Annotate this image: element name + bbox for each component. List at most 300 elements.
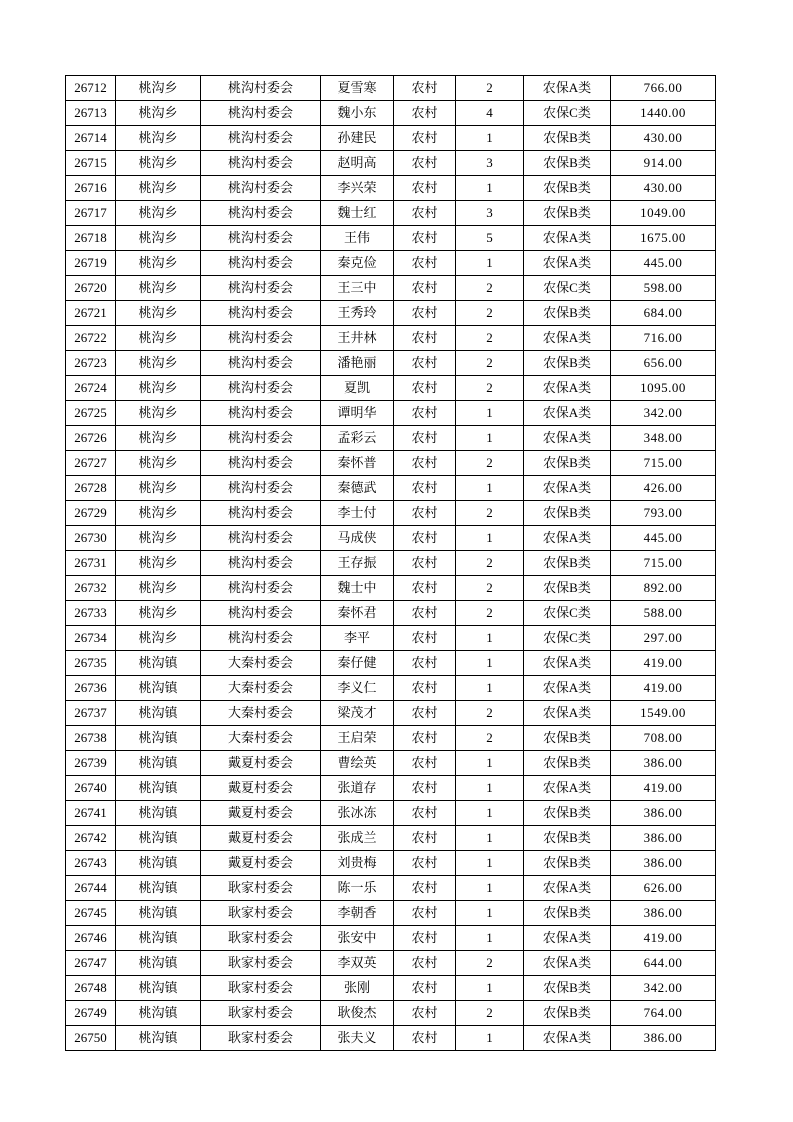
cell-insurance-category: 农保B类 — [524, 751, 611, 776]
cell-record-id: 26716 — [66, 176, 116, 201]
cell-insurance-category: 农保B类 — [524, 1001, 611, 1026]
cell-person-name: 李士付 — [321, 501, 394, 526]
cell-township: 桃沟镇 — [116, 876, 201, 901]
cell-insurance-category: 农保B类 — [524, 501, 611, 526]
cell-insurance-category: 农保A类 — [524, 701, 611, 726]
cell-township: 桃沟乡 — [116, 351, 201, 376]
cell-township: 桃沟镇 — [116, 726, 201, 751]
cell-record-id: 26730 — [66, 526, 116, 551]
cell-record-id: 26733 — [66, 601, 116, 626]
cell-person-name: 刘贵梅 — [321, 851, 394, 876]
cell-village: 桃沟村委会 — [201, 426, 321, 451]
table-row — [66, 626, 716, 651]
cell-person-name: 张刚 — [321, 976, 394, 1001]
cell-township: 桃沟乡 — [116, 126, 201, 151]
cell-amount: 348.00 — [611, 426, 716, 451]
cell-person-name: 李平 — [321, 626, 394, 651]
cell-person-name: 王伟 — [321, 226, 394, 251]
cell-residence-type: 农村 — [394, 776, 456, 801]
cell-township: 桃沟乡 — [116, 276, 201, 301]
cell-insurance-category: 农保B类 — [524, 451, 611, 476]
cell-township: 桃沟镇 — [116, 701, 201, 726]
cell-residence-type: 农村 — [394, 976, 456, 1001]
cell-person-count: 1 — [456, 901, 524, 926]
cell-village: 桃沟村委会 — [201, 126, 321, 151]
cell-township: 桃沟乡 — [116, 151, 201, 176]
cell-residence-type: 农村 — [394, 1001, 456, 1026]
cell-person-name: 夏雪寒 — [321, 76, 394, 101]
cell-village: 桃沟村委会 — [201, 376, 321, 401]
cell-insurance-category: 农保B类 — [524, 901, 611, 926]
cell-township: 桃沟镇 — [116, 776, 201, 801]
table-row — [66, 726, 716, 751]
table-row — [66, 951, 716, 976]
cell-person-name: 孟彩云 — [321, 426, 394, 451]
cell-insurance-category: 农保A类 — [524, 76, 611, 101]
cell-amount: 1095.00 — [611, 376, 716, 401]
cell-person-count: 2 — [456, 601, 524, 626]
cell-township: 桃沟镇 — [116, 901, 201, 926]
table-row — [66, 376, 716, 401]
cell-township: 桃沟镇 — [116, 926, 201, 951]
cell-village: 桃沟村委会 — [201, 551, 321, 576]
cell-record-id: 26727 — [66, 451, 116, 476]
cell-person-name: 赵明高 — [321, 151, 394, 176]
cell-residence-type: 农村 — [394, 451, 456, 476]
cell-record-id: 26736 — [66, 676, 116, 701]
cell-record-id: 26717 — [66, 201, 116, 226]
cell-village: 桃沟村委会 — [201, 201, 321, 226]
cell-township: 桃沟乡 — [116, 551, 201, 576]
cell-person-name: 潘艳丽 — [321, 351, 394, 376]
cell-township: 桃沟乡 — [116, 601, 201, 626]
cell-person-name: 秦仔健 — [321, 651, 394, 676]
cell-person-name: 王三中 — [321, 276, 394, 301]
cell-township: 桃沟乡 — [116, 576, 201, 601]
cell-village: 耿家村委会 — [201, 951, 321, 976]
cell-insurance-category: 农保B类 — [524, 301, 611, 326]
cell-record-id: 26726 — [66, 426, 116, 451]
cell-residence-type: 农村 — [394, 876, 456, 901]
cell-person-count: 1 — [456, 476, 524, 501]
cell-person-name: 秦怀普 — [321, 451, 394, 476]
cell-person-count: 1 — [456, 126, 524, 151]
cell-amount: 297.00 — [611, 626, 716, 651]
cell-insurance-category: 农保B类 — [524, 576, 611, 601]
cell-residence-type: 农村 — [394, 551, 456, 576]
cell-township: 桃沟乡 — [116, 226, 201, 251]
table-row — [66, 851, 716, 876]
cell-person-name: 张成兰 — [321, 826, 394, 851]
cell-person-count: 2 — [456, 701, 524, 726]
cell-amount: 430.00 — [611, 176, 716, 201]
cell-village: 桃沟村委会 — [201, 601, 321, 626]
cell-person-count: 3 — [456, 201, 524, 226]
cell-insurance-category: 农保A类 — [524, 876, 611, 901]
cell-village: 桃沟村委会 — [201, 301, 321, 326]
cell-residence-type: 农村 — [394, 101, 456, 126]
cell-amount: 764.00 — [611, 1001, 716, 1026]
cell-record-id: 26718 — [66, 226, 116, 251]
cell-residence-type: 农村 — [394, 926, 456, 951]
cell-village: 大秦村委会 — [201, 651, 321, 676]
cell-insurance-category: 农保B类 — [524, 201, 611, 226]
table-row — [66, 776, 716, 801]
table-row — [66, 476, 716, 501]
cell-residence-type: 农村 — [394, 226, 456, 251]
cell-village: 耿家村委会 — [201, 1001, 321, 1026]
cell-amount: 644.00 — [611, 951, 716, 976]
cell-record-id: 26739 — [66, 751, 116, 776]
cell-insurance-category: 农保A类 — [524, 326, 611, 351]
cell-record-id: 26714 — [66, 126, 116, 151]
cell-village: 桃沟村委会 — [201, 176, 321, 201]
cell-record-id: 26719 — [66, 251, 116, 276]
cell-amount: 1549.00 — [611, 701, 716, 726]
table-row — [66, 426, 716, 451]
cell-insurance-category: 农保B类 — [524, 726, 611, 751]
cell-village: 桃沟村委会 — [201, 401, 321, 426]
cell-township: 桃沟乡 — [116, 301, 201, 326]
cell-amount: 598.00 — [611, 276, 716, 301]
cell-person-count: 1 — [456, 776, 524, 801]
cell-person-name: 王井林 — [321, 326, 394, 351]
table-row — [66, 676, 716, 701]
cell-insurance-category: 农保B类 — [524, 176, 611, 201]
cell-person-name: 李朝香 — [321, 901, 394, 926]
cell-amount: 426.00 — [611, 476, 716, 501]
cell-insurance-category: 农保B类 — [524, 801, 611, 826]
table-row — [66, 251, 716, 276]
cell-person-count: 1 — [456, 651, 524, 676]
cell-amount: 588.00 — [611, 601, 716, 626]
cell-record-id: 26732 — [66, 576, 116, 601]
cell-record-id: 26734 — [66, 626, 116, 651]
cell-person-name: 张安中 — [321, 926, 394, 951]
table-row — [66, 901, 716, 926]
table-row — [66, 226, 716, 251]
cell-person-count: 1 — [456, 251, 524, 276]
cell-person-name: 秦德武 — [321, 476, 394, 501]
cell-township: 桃沟乡 — [116, 201, 201, 226]
cell-record-id: 26712 — [66, 76, 116, 101]
cell-township: 桃沟镇 — [116, 976, 201, 1001]
cell-township: 桃沟乡 — [116, 101, 201, 126]
table-row — [66, 76, 716, 101]
cell-person-count: 2 — [456, 551, 524, 576]
cell-amount: 386.00 — [611, 801, 716, 826]
cell-person-count: 2 — [456, 326, 524, 351]
cell-insurance-category: 农保A类 — [524, 526, 611, 551]
cell-person-count: 1 — [456, 876, 524, 901]
cell-village: 戴夏村委会 — [201, 751, 321, 776]
cell-township: 桃沟乡 — [116, 451, 201, 476]
cell-insurance-category: 农保A类 — [524, 676, 611, 701]
cell-residence-type: 农村 — [394, 401, 456, 426]
cell-person-count: 1 — [456, 626, 524, 651]
payment-roster-table — [65, 75, 716, 1051]
cell-amount: 419.00 — [611, 676, 716, 701]
cell-person-name: 耿俊杰 — [321, 1001, 394, 1026]
table-row — [66, 826, 716, 851]
cell-insurance-category: 农保B类 — [524, 976, 611, 1001]
cell-village: 耿家村委会 — [201, 926, 321, 951]
cell-person-count: 1 — [456, 801, 524, 826]
table-row — [66, 651, 716, 676]
cell-person-name: 李兴荣 — [321, 176, 394, 201]
cell-village: 桃沟村委会 — [201, 276, 321, 301]
cell-village: 桃沟村委会 — [201, 576, 321, 601]
table-row — [66, 926, 716, 951]
cell-person-count: 2 — [456, 951, 524, 976]
cell-insurance-category: 农保A类 — [524, 251, 611, 276]
table-row — [66, 176, 716, 201]
cell-record-id: 26740 — [66, 776, 116, 801]
cell-insurance-category: 农保C类 — [524, 601, 611, 626]
cell-person-count: 1 — [456, 976, 524, 1001]
cell-insurance-category: 农保B类 — [524, 151, 611, 176]
cell-residence-type: 农村 — [394, 951, 456, 976]
cell-record-id: 26748 — [66, 976, 116, 1001]
cell-person-count: 2 — [456, 76, 524, 101]
cell-amount: 386.00 — [611, 1026, 716, 1051]
cell-village: 桃沟村委会 — [201, 476, 321, 501]
cell-residence-type: 农村 — [394, 276, 456, 301]
cell-record-id: 26735 — [66, 651, 116, 676]
cell-person-name: 梁茂才 — [321, 701, 394, 726]
cell-residence-type: 农村 — [394, 626, 456, 651]
cell-person-count: 1 — [456, 526, 524, 551]
cell-township: 桃沟镇 — [116, 751, 201, 776]
cell-village: 桃沟村委会 — [201, 626, 321, 651]
cell-township: 桃沟镇 — [116, 801, 201, 826]
cell-record-id: 26737 — [66, 701, 116, 726]
cell-record-id: 26721 — [66, 301, 116, 326]
cell-record-id: 26738 — [66, 726, 116, 751]
cell-person-count: 1 — [456, 401, 524, 426]
cell-residence-type: 农村 — [394, 176, 456, 201]
cell-person-count: 1 — [456, 826, 524, 851]
cell-amount: 445.00 — [611, 251, 716, 276]
cell-township: 桃沟乡 — [116, 376, 201, 401]
cell-person-count: 1 — [456, 926, 524, 951]
cell-residence-type: 农村 — [394, 526, 456, 551]
table-row — [66, 876, 716, 901]
cell-record-id: 26715 — [66, 151, 116, 176]
cell-residence-type: 农村 — [394, 301, 456, 326]
cell-person-count: 5 — [456, 226, 524, 251]
cell-person-name: 马成侠 — [321, 526, 394, 551]
cell-record-id: 26743 — [66, 851, 116, 876]
cell-amount: 386.00 — [611, 751, 716, 776]
cell-person-name: 王启荣 — [321, 726, 394, 751]
cell-amount: 342.00 — [611, 401, 716, 426]
cell-residence-type: 农村 — [394, 801, 456, 826]
cell-township: 桃沟乡 — [116, 476, 201, 501]
table-row — [66, 151, 716, 176]
cell-record-id: 26749 — [66, 1001, 116, 1026]
cell-township: 桃沟镇 — [116, 826, 201, 851]
cell-person-count: 2 — [456, 276, 524, 301]
cell-record-id: 26745 — [66, 901, 116, 926]
cell-village: 大秦村委会 — [201, 726, 321, 751]
cell-insurance-category: 农保B类 — [524, 126, 611, 151]
cell-residence-type: 农村 — [394, 726, 456, 751]
cell-insurance-category: 农保A类 — [524, 376, 611, 401]
cell-township: 桃沟乡 — [116, 76, 201, 101]
cell-township: 桃沟乡 — [116, 401, 201, 426]
cell-insurance-category: 农保A类 — [524, 951, 611, 976]
table-row — [66, 126, 716, 151]
cell-insurance-category: 农保C类 — [524, 101, 611, 126]
cell-record-id: 26724 — [66, 376, 116, 401]
table-row — [66, 451, 716, 476]
cell-person-name: 王存振 — [321, 551, 394, 576]
cell-township: 桃沟镇 — [116, 651, 201, 676]
cell-insurance-category: 农保B类 — [524, 351, 611, 376]
cell-residence-type: 农村 — [394, 76, 456, 101]
cell-amount: 386.00 — [611, 851, 716, 876]
cell-village: 戴夏村委会 — [201, 801, 321, 826]
table-row — [66, 276, 716, 301]
cell-person-count: 2 — [456, 376, 524, 401]
cell-township: 桃沟镇 — [116, 951, 201, 976]
cell-record-id: 26725 — [66, 401, 116, 426]
cell-record-id: 26746 — [66, 926, 116, 951]
cell-person-count: 3 — [456, 151, 524, 176]
cell-village: 大秦村委会 — [201, 701, 321, 726]
cell-person-count: 1 — [456, 851, 524, 876]
cell-record-id: 26720 — [66, 276, 116, 301]
cell-record-id: 26742 — [66, 826, 116, 851]
cell-insurance-category: 农保A类 — [524, 401, 611, 426]
cell-insurance-category: 农保A类 — [524, 426, 611, 451]
cell-amount: 715.00 — [611, 551, 716, 576]
cell-amount: 419.00 — [611, 651, 716, 676]
cell-person-name: 王秀玲 — [321, 301, 394, 326]
cell-residence-type: 农村 — [394, 201, 456, 226]
cell-record-id: 26750 — [66, 1026, 116, 1051]
cell-village: 桃沟村委会 — [201, 526, 321, 551]
cell-person-count: 1 — [456, 676, 524, 701]
cell-amount: 708.00 — [611, 726, 716, 751]
cell-person-count: 2 — [456, 726, 524, 751]
cell-amount: 386.00 — [611, 826, 716, 851]
table-row — [66, 1026, 716, 1051]
cell-residence-type: 农村 — [394, 251, 456, 276]
table-row — [66, 501, 716, 526]
cell-residence-type: 农村 — [394, 826, 456, 851]
cell-village: 耿家村委会 — [201, 976, 321, 1001]
cell-village: 桃沟村委会 — [201, 351, 321, 376]
cell-village: 大秦村委会 — [201, 676, 321, 701]
cell-insurance-category: 农保A类 — [524, 476, 611, 501]
cell-amount: 656.00 — [611, 351, 716, 376]
table-row — [66, 101, 716, 126]
cell-record-id: 26731 — [66, 551, 116, 576]
cell-person-name: 曹绘英 — [321, 751, 394, 776]
cell-residence-type: 农村 — [394, 851, 456, 876]
cell-person-name: 魏士中 — [321, 576, 394, 601]
cell-person-name: 张夫义 — [321, 1026, 394, 1051]
cell-residence-type: 农村 — [394, 576, 456, 601]
cell-township: 桃沟镇 — [116, 1001, 201, 1026]
cell-person-name: 李义仁 — [321, 676, 394, 701]
cell-person-name: 李双英 — [321, 951, 394, 976]
cell-residence-type: 农村 — [394, 476, 456, 501]
cell-village: 耿家村委会 — [201, 876, 321, 901]
cell-person-count: 1 — [456, 176, 524, 201]
table-row — [66, 576, 716, 601]
table-row — [66, 701, 716, 726]
cell-person-name: 孙建民 — [321, 126, 394, 151]
cell-record-id: 26713 — [66, 101, 116, 126]
table-row — [66, 201, 716, 226]
table-row — [66, 976, 716, 1001]
cell-person-count: 2 — [456, 351, 524, 376]
cell-person-count: 2 — [456, 301, 524, 326]
table-row — [66, 326, 716, 351]
cell-amount: 342.00 — [611, 976, 716, 1001]
cell-village: 桃沟村委会 — [201, 451, 321, 476]
cell-person-name: 张冰冻 — [321, 801, 394, 826]
cell-person-name: 魏士红 — [321, 201, 394, 226]
cell-record-id: 26741 — [66, 801, 116, 826]
cell-township: 桃沟镇 — [116, 676, 201, 701]
cell-person-name: 秦克俭 — [321, 251, 394, 276]
cell-village: 戴夏村委会 — [201, 776, 321, 801]
cell-insurance-category: 农保A类 — [524, 651, 611, 676]
cell-village: 桃沟村委会 — [201, 101, 321, 126]
cell-township: 桃沟乡 — [116, 501, 201, 526]
cell-amount: 386.00 — [611, 901, 716, 926]
table-body — [66, 76, 716, 1051]
cell-village: 戴夏村委会 — [201, 851, 321, 876]
cell-person-name: 魏小东 — [321, 101, 394, 126]
cell-person-count: 1 — [456, 426, 524, 451]
cell-amount: 715.00 — [611, 451, 716, 476]
cell-village: 耿家村委会 — [201, 901, 321, 926]
cell-residence-type: 农村 — [394, 151, 456, 176]
cell-residence-type: 农村 — [394, 901, 456, 926]
cell-person-count: 2 — [456, 451, 524, 476]
cell-person-name: 谭明华 — [321, 401, 394, 426]
cell-insurance-category: 农保B类 — [524, 551, 611, 576]
table-row — [66, 551, 716, 576]
cell-insurance-category: 农保C类 — [524, 626, 611, 651]
table-row — [66, 401, 716, 426]
table-row — [66, 526, 716, 551]
cell-village: 桃沟村委会 — [201, 326, 321, 351]
cell-amount: 445.00 — [611, 526, 716, 551]
cell-insurance-category: 农保C类 — [524, 276, 611, 301]
cell-person-count: 1 — [456, 751, 524, 776]
cell-village: 桃沟村委会 — [201, 251, 321, 276]
cell-amount: 793.00 — [611, 501, 716, 526]
cell-amount: 892.00 — [611, 576, 716, 601]
cell-residence-type: 农村 — [394, 651, 456, 676]
cell-township: 桃沟镇 — [116, 1026, 201, 1051]
cell-person-count: 4 — [456, 101, 524, 126]
cell-insurance-category: 农保B类 — [524, 851, 611, 876]
cell-record-id: 26744 — [66, 876, 116, 901]
cell-record-id: 26728 — [66, 476, 116, 501]
cell-residence-type: 农村 — [394, 701, 456, 726]
cell-residence-type: 农村 — [394, 601, 456, 626]
table-row — [66, 801, 716, 826]
cell-person-count: 2 — [456, 1001, 524, 1026]
cell-village: 耿家村委会 — [201, 1026, 321, 1051]
